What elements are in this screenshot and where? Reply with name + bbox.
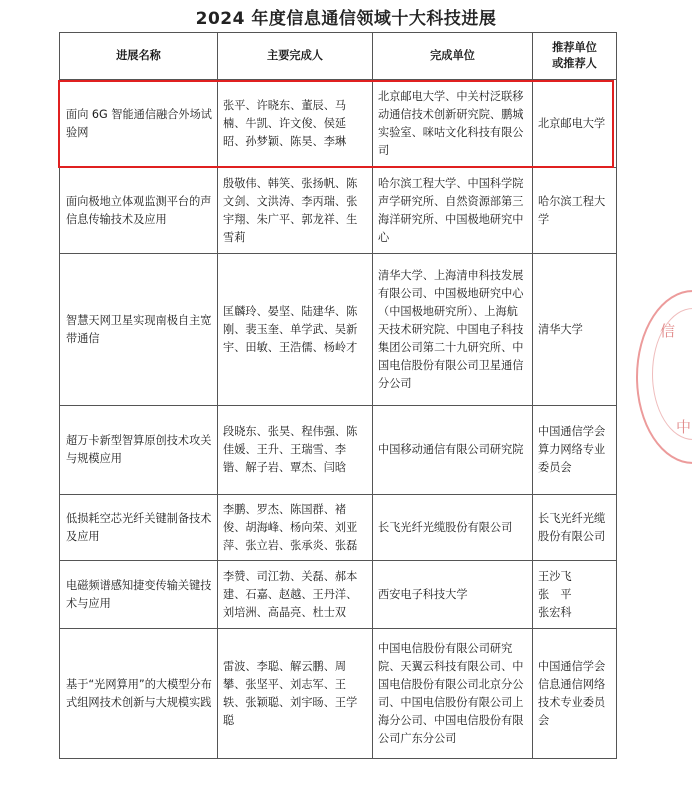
table-row [60,406,617,495]
header-name: 进展名称 [60,33,218,80]
seal-text: 中 [676,418,692,436]
table-row [60,495,617,561]
row-recommender: 中国通信学会信息通信网络技术专业委员会 [533,629,617,759]
progress-table [59,32,617,759]
row-name: 智慧天网卫星实现南极自主宽带通信 [60,254,218,406]
row-recommender: 哈尔滨工程大学 [533,168,617,254]
row-name: 基于“光网算用”的大模型分布式组网技术创新与大规模实践 [60,629,218,759]
row-unit: 清华大学、上海清申科技发展有限公司、中国极地研究中心（中国极地研究所）、上海航天技术研究院、中国电子科技集团公司第二十九研究所、中国电信股份有限公司卫星通信分公司 [373,254,533,406]
row-name: 电磁频谱感知捷变传输关键技术与应用 [60,561,218,629]
row-recommender: 清华大学 [533,254,617,406]
table-header-row [60,33,617,80]
table-row [60,254,617,406]
row-name: 超万卡新型智算原创技术攻关与规模应用 [60,406,218,495]
row-people: 张平、许晓东、董辰、马楠、牛凯、许文俊、侯延昭、孙梦颖、陈昊、李琳 [218,80,373,168]
row-people: 段晓东、张昊、程伟强、陈佳媛、王升、王瑞雪、李锴、解子岩、覃杰、闫晗 [218,406,373,495]
header-people: 主要完成人 [218,33,373,80]
table-row [60,168,617,254]
row-people: 殷敬伟、韩笑、张扬帆、陈文剑、文洪涛、李丙瑞、张宇翔、朱广平、郭龙祥、生雪莉 [218,168,373,254]
row-unit: 长飞光纤光缆股份有限公司 [373,495,533,561]
row-people: 李赞、司江勃、关磊、郝本建、石嘉、赵越、王丹洋、刘培洲、高晶亮、杜士双 [218,561,373,629]
row-unit: 中国电信股份有限公司研究院、天翼云科技有限公司、中国电信股份有限公司北京分公司、中国电信股份有限公司上海分公司、中国电信股份有限公司广东分公司 [373,629,533,759]
table-row [60,629,617,759]
table-row [60,561,617,629]
row-unit: 北京邮电大学、中关村泛联移动通信技术创新研究院、鹏城实验室、咪咕文化科技有限公司 [373,80,533,168]
row-people: 匡麟玲、晏坚、陆建华、陈刚、裴玉奎、单学武、吴新宇、田敏、王浩儒、杨岭才 [218,254,373,406]
row-recommender: 王沙飞 张 平 张宏科 [533,561,617,629]
header-unit: 完成单位 [373,33,533,80]
header-recommender: 推荐单位 或推荐人 [533,33,617,80]
document-title: 2024 年度信息通信领域十大科技进展 [195,9,497,29]
seal-text: 信 [660,322,676,340]
table-row [60,80,617,168]
row-unit: 西安电子科技大学 [373,561,533,629]
row-unit: 中国移动通信有限公司研究院 [373,406,533,495]
row-name: 面向极地立体观监测平台的声信息传输技术及应用 [60,168,218,254]
row-recommender: 北京邮电大学 [533,80,617,168]
row-unit: 哈尔滨工程大学、中国科学院声学研究所、自然资源部第三海洋研究所、中国极地研究中心 [373,168,533,254]
row-recommender: 长飞光纤光缆股份有限公司 [533,495,617,561]
row-name: 面向 6G 智能通信融合外场试验网 [60,80,218,168]
row-name: 低损耗空芯光纤关键制备技术及应用 [60,495,218,561]
row-people: 李鹏、罗杰、陈国群、褚俊、胡海峰、杨向荣、刘亚萍、张立岩、张承炎、张磊 [218,495,373,561]
row-people: 雷波、李聪、解云鹏、周攀、张坚平、刘志军、王轶、张颖聪、刘宇旸、王学聪 [218,629,373,759]
row-recommender: 中国通信学会算力网络专业委员会 [533,406,617,495]
